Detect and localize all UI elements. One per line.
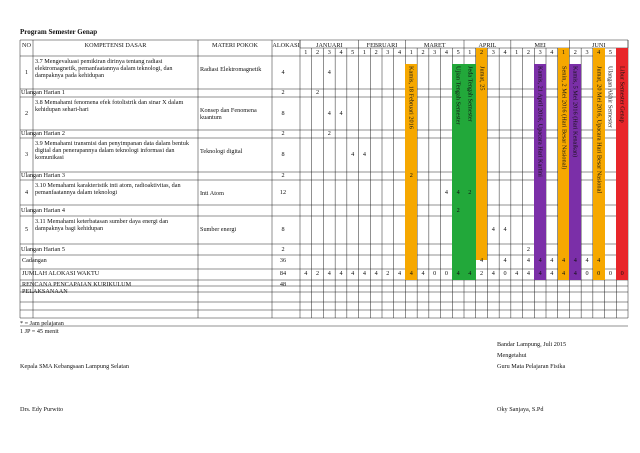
kepala-name: Drs. Edy Purwito (20, 406, 64, 413)
jumlah-value: 4 (409, 270, 413, 277)
week-number: 3 (585, 49, 589, 56)
week-value: 2 (316, 89, 320, 97)
alokasi-value: 4 (281, 68, 285, 76)
jumlah-value: 4 (550, 270, 554, 277)
week-value: 4 (503, 226, 507, 234)
materi-text: Konsep dan Fenomena kuantum (200, 107, 257, 122)
event-label: Ujian Tengah Semester (454, 66, 462, 125)
event-label: Kamis, 18 Februari 2016 (407, 66, 415, 129)
week-number: 4 (550, 49, 554, 56)
event-label: Jeda Tengah Semester (466, 66, 474, 122)
jumlah-value: 0 (585, 270, 589, 277)
ulangan-label: Ulangan Harian 4 (21, 206, 65, 214)
event-label: Kamis, 5 Mei 2016 (Hari Kenaikan) (571, 66, 579, 158)
guru-title: Guru Mata Pelajaran Fisika (497, 363, 566, 370)
header-materi: MATERI POKOK (212, 42, 258, 49)
alokasi-value: 2 (281, 89, 285, 97)
rencana-label: RENCANA PENCAPAIAN KURIKULUM (22, 280, 132, 288)
week-number: 4 (503, 49, 507, 56)
page-title: Program Semester Genap (20, 28, 98, 36)
jumlah-value: 2 (386, 270, 390, 277)
jumlah-value: 0 (433, 270, 437, 277)
week-number: 3 (538, 49, 542, 56)
kompetensi-text: 3.11 Memahami keterbatasan sumber daya energi dan dampaknya bagi kehidupan (35, 218, 169, 233)
week-value: 2 (327, 130, 331, 138)
jumlah-value: 2 (480, 270, 484, 277)
jumlah-value: 4 (526, 270, 530, 277)
ulangan-label: Ulangan Harian 2 (21, 130, 65, 138)
header-alokasi: ALOKASI (272, 42, 300, 49)
alokasi-value: 2 (281, 245, 285, 253)
week-number: 2 (480, 49, 484, 56)
alokasi-value: 8 (281, 226, 285, 234)
jumlah-value: 4 (515, 270, 519, 277)
mengetahui: Mengetahui (497, 352, 527, 359)
week-value: 4 (339, 109, 343, 117)
cadangan-value: 4 (550, 256, 554, 264)
alokasi-value: 12 (279, 188, 287, 196)
footnote-menit: 1 JP = 45 menit (20, 328, 59, 335)
rencana-alokasi: 48 (279, 280, 287, 288)
jumlah-value: 4 (374, 270, 378, 277)
week-number: 4 (339, 49, 343, 56)
week-number: 1 (562, 49, 566, 56)
jumlah-alokasi: 84 (279, 270, 287, 277)
cadangan-value: 4 (597, 256, 601, 264)
jumlah-value: 4 (562, 270, 566, 277)
week-number: 5 (608, 49, 612, 56)
week-number: 1 (362, 49, 366, 56)
jumlah-value: 0 (608, 270, 612, 277)
alokasi-value: 8 (281, 151, 285, 159)
cadangan-value: 4 (573, 256, 577, 264)
cadangan-alokasi: 36 (279, 256, 287, 264)
guru-name: Oky Sanjaya, S.Pd (497, 406, 544, 413)
event-label: Kamis, 21 April 2016, Upacara Hari Kartini (536, 66, 544, 177)
cadangan-value: 4 (585, 256, 589, 264)
kompetensi-text: 3.7 Mengevaluasi pemikiran dirinya tentang radiasi elektromagnetik, pemanfaatannya dalam teknologi, dan dampaknya pada kehidupan (35, 58, 173, 80)
jumlah-value: 4 (327, 270, 331, 277)
event-label: Senin, 2 Mei 2016 (Hari Besar Nasional) (560, 66, 568, 170)
week-number: 4 (444, 49, 448, 56)
ulangan-label: Ulangan Harian 3 (21, 172, 65, 180)
alokasi-value: 8 (281, 109, 285, 117)
jumlah-value: 4 (468, 270, 472, 277)
jumlah-value: 4 (398, 270, 402, 277)
kompetensi-text: 3.10 Memahami karakteristik inti atom, radioaktivitas, dan pemanfaatannya dalam teknologi (35, 182, 181, 197)
week-number: 3 (386, 49, 390, 56)
row-number: 4 (24, 188, 29, 196)
jumlah-value: 0 (444, 270, 448, 277)
ulangan-label: Ulangan Harian 5 (21, 245, 65, 253)
week-number: 2 (374, 49, 378, 56)
week-value: 2 (409, 172, 413, 180)
materi-text: Inti Atom (200, 190, 224, 197)
materi-text: Teknologi digital (200, 148, 243, 155)
ulangan-label: Ulangan Harian 1 (21, 89, 65, 97)
jumlah-value: 4 (421, 270, 425, 277)
week-value: 2 (456, 206, 460, 214)
week-value: 4 (327, 109, 331, 117)
row-number: 2 (24, 109, 29, 117)
week-value: 4 (456, 188, 460, 196)
event-label: Libur Semester Genap (618, 66, 626, 123)
month-header: MARET (423, 41, 446, 49)
header-kompetensi: KOMPETENSI DASAR (84, 42, 147, 49)
kepala-title: Kepala SMA Kebangsaan Lampung Selatan (20, 363, 129, 370)
jumlah-value: 2 (316, 270, 320, 277)
cadangan-value: 4 (503, 256, 507, 264)
week-number: 4 (597, 49, 601, 56)
month-header: JUNI (592, 41, 606, 49)
jumlah-value: 0 (620, 270, 624, 277)
event-label: Jumat, 20 Mei 2016, Upacara Hari Besar Nasional (595, 66, 603, 194)
cadangan-label: Cadangan (22, 256, 47, 264)
week-number: 1 (515, 49, 519, 56)
week-number: 5 (351, 49, 355, 56)
week-value: 4 (351, 151, 355, 159)
week-value: 4 (491, 226, 495, 234)
week-value: 4 (444, 188, 448, 196)
jumlah-value: 4 (362, 270, 366, 277)
month-header: JANUARI (316, 41, 343, 49)
week-value: 2 (526, 245, 530, 253)
jumlah-value: 0 (597, 270, 601, 277)
week-number: 5 (456, 49, 460, 56)
jumlah-value: 4 (538, 270, 542, 277)
alokasi-value (272, 207, 294, 215)
row-number: 5 (24, 226, 29, 234)
materi-text: Radiasi Elektromagnetik (200, 66, 262, 73)
jumlah-label: JUMLAH ALOKASI WAKTU (22, 270, 100, 277)
kompetensi-text: 3.9 Memahami transmisi dan penyimpanan data dalam bentuk digital dan penerapannya dalam teknologi informasi dan komunikasi (35, 140, 189, 162)
week-number: 4 (398, 49, 402, 56)
week-value: 4 (327, 68, 331, 76)
cadangan-value: 4 (538, 256, 542, 264)
month-header: FEBRUARI (366, 41, 398, 49)
week-number: 2 (573, 49, 577, 56)
header-no: NO (22, 42, 31, 49)
week-number: 3 (327, 49, 331, 56)
jumlah-value: 0 (503, 270, 507, 277)
week-number: 2 (316, 49, 320, 56)
cadangan-value: 4 (526, 256, 530, 264)
row-number: 3 (24, 151, 29, 159)
place-date: Bandar Lampung, Juli 2015 (497, 341, 567, 348)
week-number: 3 (491, 49, 495, 56)
alokasi-value: 2 (281, 130, 285, 138)
jumlah-value: 4 (456, 270, 460, 277)
week-number: 1 (304, 49, 308, 56)
jumlah-value: 4 (351, 270, 355, 277)
week-number: 1 (409, 49, 413, 56)
jumlah-value: 4 (304, 270, 308, 277)
cadangan-value: 4 (480, 256, 484, 264)
week-number: 1 (468, 49, 472, 56)
week-value: 2 (468, 188, 472, 196)
cadangan-value: 4 (562, 256, 566, 264)
footnote-jp: * = Jam pelajaran (20, 320, 64, 327)
week-number: 2 (421, 49, 425, 56)
jumlah-value: 4 (339, 270, 343, 277)
materi-text: Sumber energi (200, 226, 237, 233)
jumlah-value: 4 (573, 270, 577, 277)
pelaksanaan-label: PELAKSANAAN (22, 288, 68, 295)
event-label: Ulangan Akhir Semester (606, 66, 614, 128)
event-label: Jumat, 25 (478, 66, 486, 91)
row-number: 1 (24, 68, 29, 76)
week-number: 3 (433, 49, 437, 56)
jumlah-value: 4 (491, 270, 495, 277)
week-number: 2 (526, 49, 530, 56)
month-header: MEI (534, 41, 546, 49)
month-header: APRIL (478, 41, 497, 49)
alokasi-value: 2 (281, 172, 285, 180)
kompetensi-text: 3.8 Memahami fenomena efek fotolistrik dan sinar X dalam kehidupan sehari-hari (35, 99, 184, 114)
week-value: 4 (362, 151, 366, 159)
